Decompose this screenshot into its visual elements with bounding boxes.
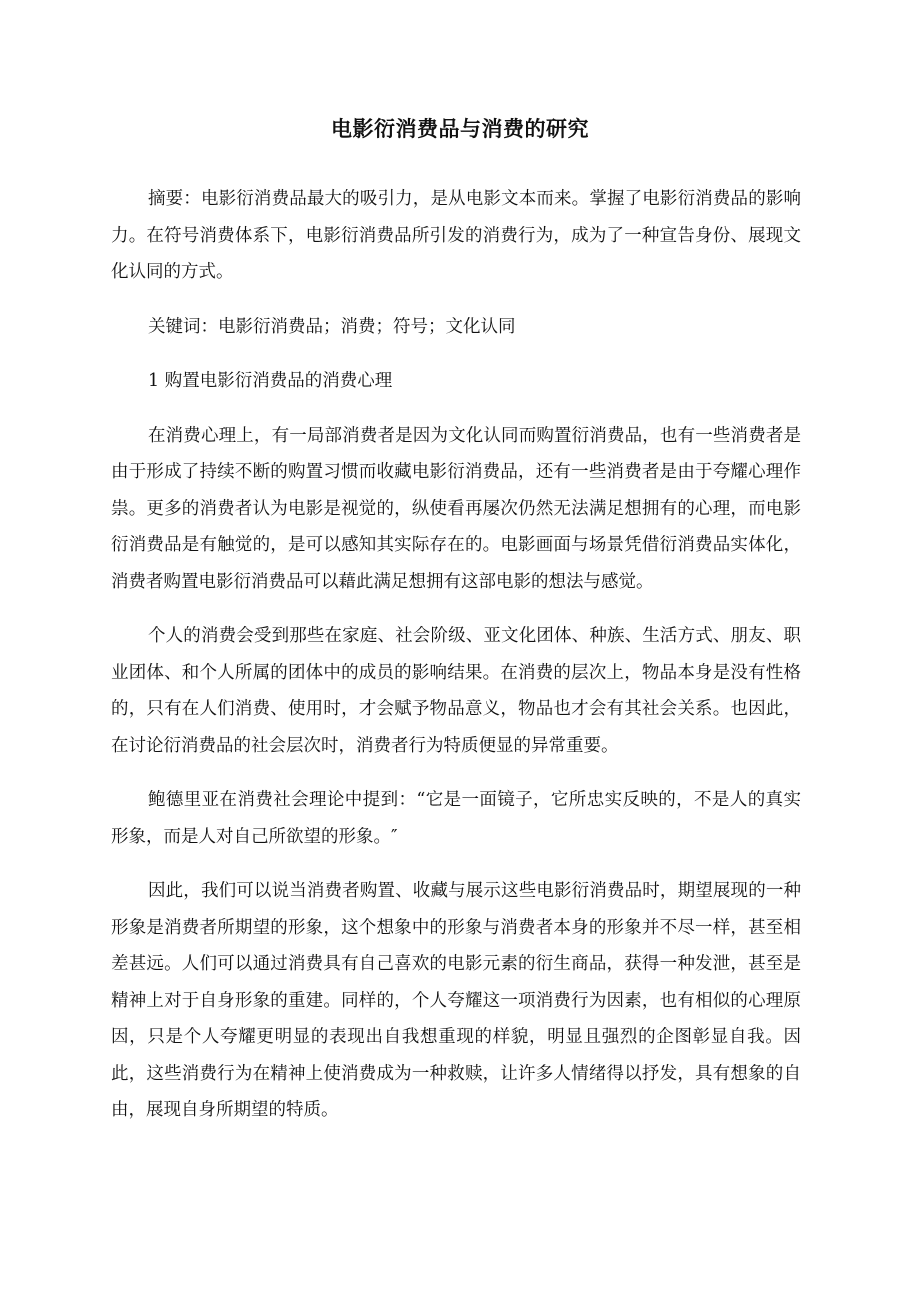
document-title: 电影衍消费品与消费的研究 [331,116,589,141]
keywords-paragraph: 关键词：电影衍消费品；消费；符号；文化认同 [148,316,516,337]
body-paragraph: 个人的消费会受到那些在家庭、社会阶级、亚文化团体、种族、生活方式、朋友、职业团体、和个人所属的团体中的成员的影响结果。在消费的层次上，物品本身是没有性格的，只有在人们消费、使用时，才会赋予物品意义，物品也才会有其社会关系。也因此，在讨论衍消费品的社会层次时，消费者行为特质便显的异常重要。 [111,626,801,756]
body-paragraph: 鲍德里亚在消费社会理论中提到：“它是一面镜子，它所忠实反映的，不是人的真实形象，而是人对自己所欲望的形象。″ [111,790,801,847]
body-paragraph: 因此，我们可以说当消费者购置、收藏与展示这些电影衍消费品时，期望展现的一种形象是消费者所期望的形象，这个想象中的形象与消费者本身的形象并不尽一样，甚至相差甚远。人们可以通过消费具有自己喜欢的电影元素的衍生商品，获得一种发泄，甚至是精神上对于自身形象的重建。同样的，个人夸耀这一项消费行为因素，也有相似的心理原因，只是个人夸耀更明显的表现出自我想重现的样貌，明显且强烈的企图彰显自我。因此，这些消费行为在精神上使消费成为一种救赎，让许多人情绪得以抒发，具有想象的自由，展现自身所期望的特质。 [111,881,801,1120]
body-paragraph: 在消费心理上，有一局部消费者是因为文化认同而购置衍消费品，也有一些消费者是由于形成了持续不断的购置习惯而收藏电影衍消费品，还有一些消费者是由于夸耀心理作祟。更多的消费者认为电影是视觉的，纵使看再屡次仍然无法满足想拥有的心理，而电影衍消费品是有触觉的，是可以感知其实际存在的。电影画面与场景凭借衍消费品实体化，消费者购置电影衍消费品可以藉此满足想拥有这部电影的想法与感觉。 [111,425,801,592]
document-body [111,181,801,1147]
section-heading: 1 购置电影衍消费品的消费心理 [148,371,393,391]
abstract-paragraph: 摘要：电影衍消费品最大的吸引力，是从电影文本而来。掌握了电影衍消费品的影响力。在符号消费体系下，电影衍消费品所引发的消费行为，成为了一种宣告身份、展现文化认同的方式。 [111,189,801,282]
